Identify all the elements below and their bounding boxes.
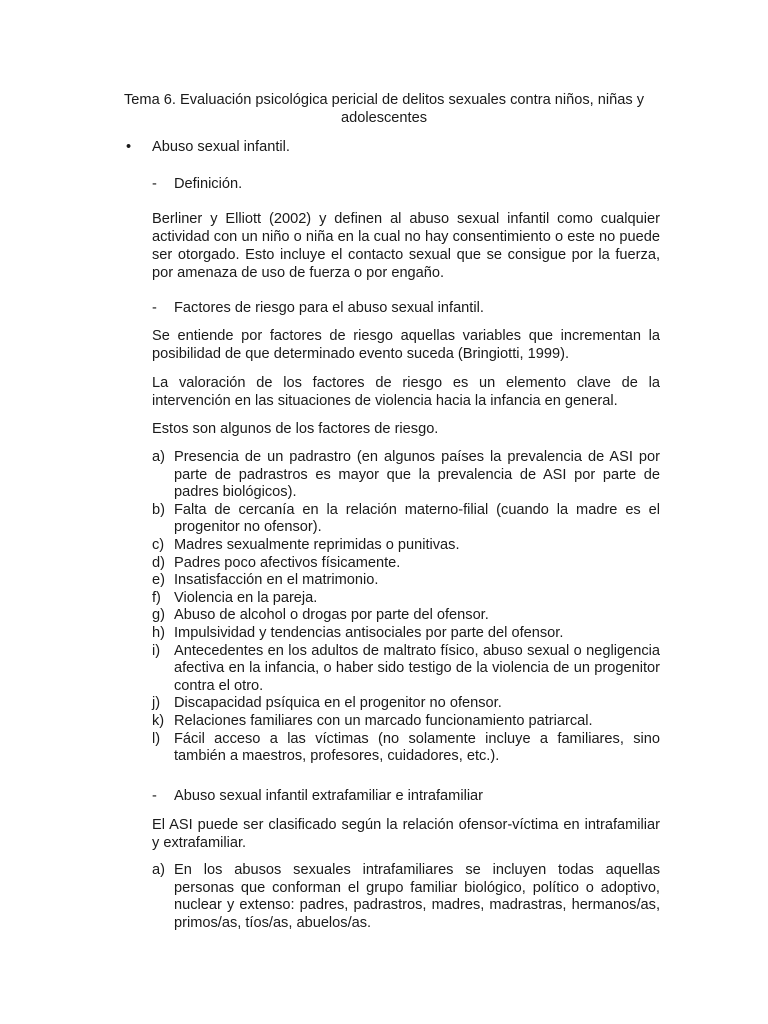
list-marker: e): [152, 572, 165, 589]
list-item: [152, 502, 660, 537]
list-item-text: Presencia de un padrastro (en algunos países la prevalencia de ASI por parte de padrastros es mayor que la prevalencia de ASI por parte de padres biológicos).: [174, 449, 660, 501]
list-item: [152, 713, 660, 731]
subsection-heading-text: Abuso sexual infantil extrafamiliar e intrafamiliar: [174, 788, 484, 804]
list-marker: b): [152, 501, 165, 518]
risk-factors-intro-paragraph: Estos son algunos de los factores de riesgo.: [152, 421, 439, 437]
list-item-text: Violencia en la pareja.: [174, 589, 318, 606]
definition-paragraph: Berliner y Elliott (2002) y definen al abuso sexual infantil como cualquier actividad con un niño o niña en la cual no hay consentimiento o este no puede ser otorgado. Esto incluye el contacto sexual que se consigue por la fuerza, por amenaza de uso de fuerza o por engaño.: [152, 211, 660, 281]
section-heading: Abuso sexual infantil.: [152, 139, 290, 155]
dash-marker: -: [152, 300, 157, 316]
list-item-text: Antecedentes en los adultos de maltrato físico, abuso sexual o negligencia afectiva en la infancia, o haber sido testigo de la violencia de un progenitor contra el otro.: [174, 642, 660, 694]
risk-factors-assessment-paragraph: La valoración de los factores de riesgo es un elemento clave de la intervención en las situaciones de violencia hacia la infancia en general.: [152, 375, 660, 409]
bullet-icon: •: [126, 139, 132, 155]
list-item: [152, 537, 660, 555]
list-item-text: Discapacidad psíquica en el progenitor no ofensor.: [174, 695, 502, 712]
list-marker: c): [152, 536, 165, 553]
risk-factors-definition-paragraph: Se entiende por factores de riesgo aquellas variables que incrementan la posibilidad de que determinado evento suceda (Bringiotti, 1999).: [152, 328, 660, 362]
list-item-text: En los abusos sexuales intrafamiliares se incluyen todas aquellas personas que conforman el grupo familiar biológico, político o adoptivo, nuclear y extenso: padres, padrastros, madres, madrastras, hermanos/as, primos/as, tíos/as, abuelos/as.: [174, 862, 660, 931]
list-item-text: Padres poco afectivos físicamente.: [174, 554, 401, 571]
list-marker: h): [152, 624, 165, 641]
list-marker: d): [152, 554, 165, 571]
dash-marker: -: [152, 176, 157, 192]
list-marker: i): [152, 642, 161, 659]
list-item-text: Insatisfacción en el matrimonio.: [174, 572, 379, 589]
dash-marker: -: [152, 788, 157, 804]
list-marker: f): [152, 589, 161, 606]
list-marker: k): [152, 712, 165, 729]
classification-paragraph: El ASI puede ser clasificado según la relación ofensor-víctima en intrafamiliar y extrafamiliar.: [152, 817, 660, 851]
list-item-text: Abuso de alcohol o drogas por parte del ofensor.: [174, 607, 489, 624]
document-title: Tema 6. Evaluación psicológica pericial de delitos sexuales contra niños, niñas y adolescentes: [124, 92, 644, 126]
list-item-text: Madres sexualmente reprimidas o punitivas.: [174, 536, 460, 553]
list-item: [152, 607, 660, 625]
subsection-heading-text: Definición.: [174, 176, 243, 192]
list-item: [152, 555, 660, 573]
list-item: [152, 449, 660, 502]
list-marker: a): [152, 862, 165, 878]
list-marker: g): [152, 607, 165, 624]
list-item: [152, 862, 660, 932]
list-item: [152, 731, 660, 766]
list-item-text: Fácil acceso a las víctimas (no solamente incluye a familiares, sino también a maestros, profesores, cuidadores, etc.).: [174, 730, 660, 765]
list-item: [152, 643, 660, 696]
risk-factors-list: [152, 449, 660, 766]
list-item: [152, 625, 660, 643]
list-item-text: Falta de cercanía en la relación materno-filial (cuando la madre es el progenitor no ofensor).: [174, 501, 660, 536]
list-item-text: Impulsividad y tendencias antisociales por parte del ofensor.: [174, 624, 564, 641]
list-item-text: Relaciones familiares con un marcado funcionamiento patriarcal.: [174, 712, 593, 729]
list-item: [152, 572, 660, 590]
list-marker: a): [152, 449, 165, 465]
list-item: [152, 590, 660, 608]
classification-list: [152, 862, 660, 932]
list-marker: l): [152, 730, 161, 747]
list-marker: j): [152, 695, 161, 712]
subsection-heading-text: Factores de riesgo para el abuso sexual infantil.: [174, 300, 484, 316]
list-item: [152, 695, 660, 713]
